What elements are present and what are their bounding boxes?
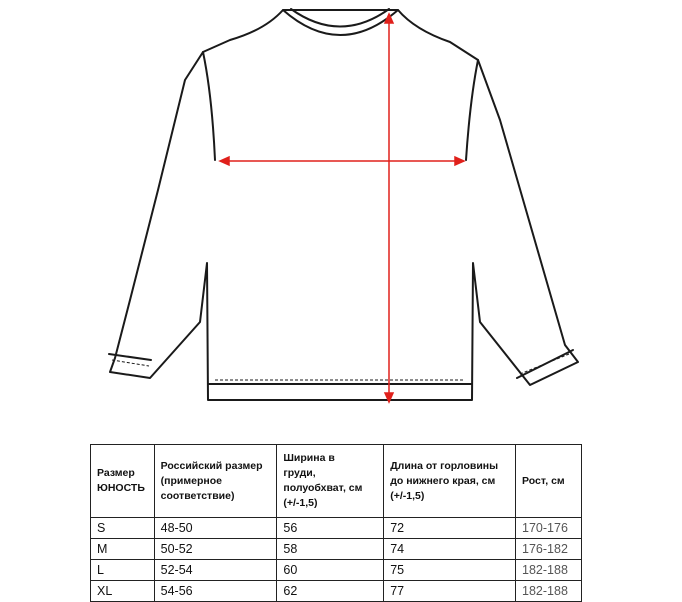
- header-height: Рост, см: [516, 445, 582, 518]
- cell-height: 176-182: [516, 539, 582, 560]
- chest-arrow-left: [220, 157, 229, 165]
- cell-length: 75: [384, 560, 516, 581]
- cell-length: 72: [384, 518, 516, 539]
- cell-height: 182-188: [516, 581, 582, 602]
- cell-chest-width: 56: [277, 518, 384, 539]
- table-row: [91, 539, 582, 560]
- cell-russian-size: 54-56: [154, 581, 277, 602]
- header-chest-width: Ширина в груди, полуобхват, см (+/-1,5): [277, 445, 384, 518]
- cell-size: M: [91, 539, 155, 560]
- cell-russian-size: 52-54: [154, 560, 277, 581]
- stitch-lines: [112, 354, 569, 380]
- size-table: [90, 444, 582, 602]
- cell-size: S: [91, 518, 155, 539]
- table-row: [91, 518, 582, 539]
- cell-height: 182-188: [516, 560, 582, 581]
- table-header-row: [91, 445, 582, 518]
- cell-length: 77: [384, 581, 516, 602]
- table-row: [91, 581, 582, 602]
- header-russian-size: Российский размер (примерное соответствие): [154, 445, 277, 518]
- cell-chest-width: 62: [277, 581, 384, 602]
- measure-lines: [220, 14, 464, 402]
- cell-size: XL: [91, 581, 155, 602]
- cell-length: 74: [384, 539, 516, 560]
- chest-arrow-right: [455, 157, 464, 165]
- cell-chest-width: 58: [277, 539, 384, 560]
- cell-russian-size: 50-52: [154, 539, 277, 560]
- cell-size: L: [91, 560, 155, 581]
- cell-russian-size: 48-50: [154, 518, 277, 539]
- cell-chest-width: 60: [277, 560, 384, 581]
- header-size: Размер ЮНОСТЬ: [91, 445, 155, 518]
- sweater-outline: [109, 9, 578, 400]
- header-length: Длина от горловины до нижнего края, см (+/-1,5): [384, 445, 516, 518]
- table-row: [91, 560, 582, 581]
- cell-height: 170-176: [516, 518, 582, 539]
